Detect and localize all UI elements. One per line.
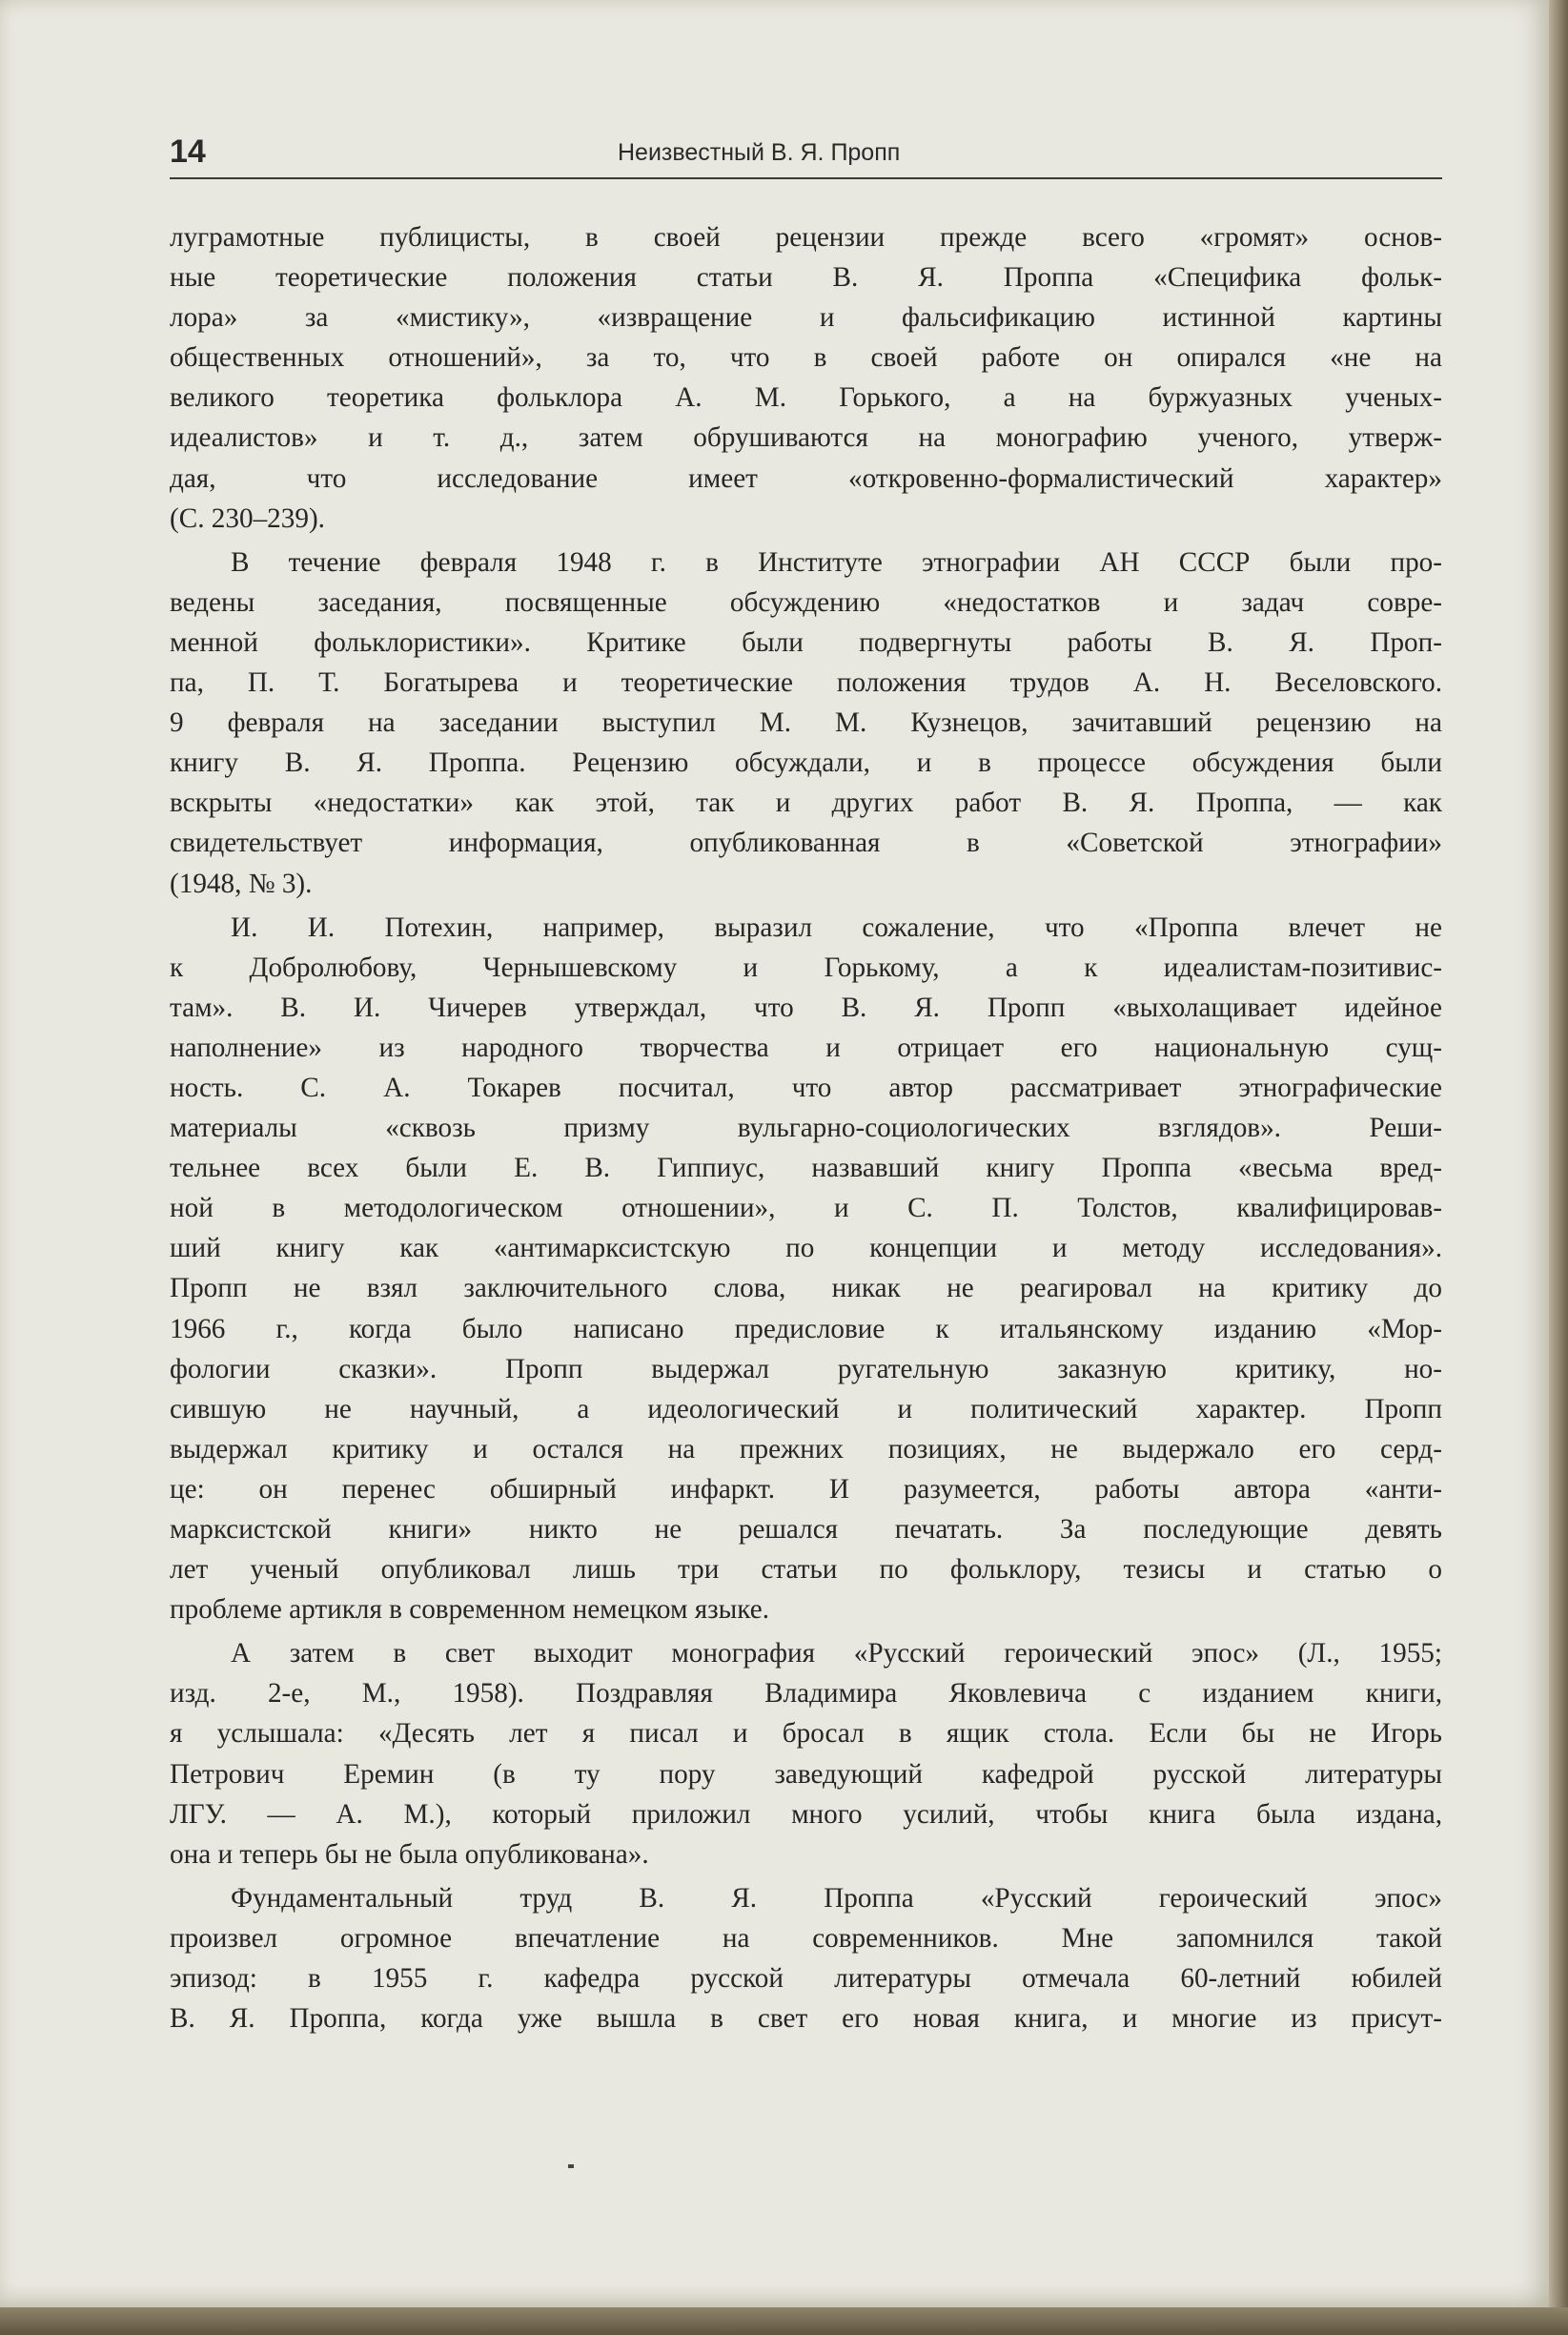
text-line: книгу В. Я. Проппа. Рецензию обсуждали, и в процессе обсуждения были	[170, 748, 1442, 779]
text-line: па, П. Т. Богатырева и теоретические положения трудов А. Н. Веселовского.	[170, 667, 1442, 699]
text-line: фологии сказки». Пропп выдержал ругательную заказную критику, но-	[170, 1353, 1442, 1384]
page-number: 14	[170, 133, 206, 170]
paragraph-5	[170, 1878, 1442, 2038]
text-line: А затем в свет выходит монография «Русский героический эпос» (Л., 1955;	[231, 1638, 1442, 1669]
text-line: изд. 2-е, М., 1958). Поздравляя Владимира Яковлевича с изданием книги,	[170, 1678, 1442, 1710]
text-line: вскрыты «недостатки» как этой, так и других работ В. Я. Проппа, — как	[170, 788, 1442, 819]
text-line: ведены заседания, посвященные обсуждению «недостатков и задач совре-	[170, 586, 1442, 618]
text-line: Петрович Еремин (в ту пору заведующий кафедрой русской литературы	[170, 1758, 1442, 1790]
page-edge-right	[1549, 0, 1568, 2335]
ink-speck	[568, 2164, 574, 2168]
text-line: це: он перенес обширный инфаркт. И разумеется, работы автора «анти-	[170, 1473, 1442, 1505]
text-line: луграмотные публицисты, в своей рецензии прежде всего «громят» основ-	[170, 222, 1442, 253]
text-line: 9 февраля на заседании выступил М. М. Кузнецов, зачитавший рецензию на	[170, 707, 1442, 739]
text-line: (1948, № 3).	[170, 868, 313, 899]
text-line: наполнение» из народного творчества и отрицает его национальную сущ-	[170, 1032, 1442, 1063]
running-title: Неизвестный В. Я. Пропп	[618, 139, 901, 166]
text-line: марксистской книги» никто не решался печатать. За последующие девять	[170, 1514, 1442, 1545]
text-line: материалы «сквозь призму вульгарно-социологических взглядов». Реши-	[170, 1113, 1442, 1144]
text-line: Фундаментальный труд В. Я. Проппа «Русский героический эпос»	[231, 1882, 1442, 1914]
text-line: лет ученый опубликовал лишь три статьи по фольклору, тезисы и статью о	[170, 1554, 1442, 1586]
text-line: ЛГУ. — А. М.), который приложил много усилий, чтобы книга была издана,	[170, 1798, 1442, 1830]
paragraph-4	[170, 1633, 1442, 1874]
paragraph-2	[170, 543, 1442, 904]
body-text	[170, 217, 1442, 2042]
text-line: ший книгу как «антимарксистскую по концепции и методу исследования».	[170, 1233, 1442, 1264]
text-line: она и теперь бы не была опубликована».	[170, 1838, 649, 1870]
text-line: 1966 г., когда было написано предисловие к итальянскому изданию «Мор-	[170, 1313, 1442, 1344]
text-line: И. И. Потехин, например, выразил сожаление, что «Проппа влечет не	[231, 911, 1442, 943]
text-line: эпизод: в 1955 г. кафедра русской литературы отмечала 60-летний юбилей	[170, 1963, 1442, 1995]
text-line: лора» за «мистику», «извращение и фальсификацию истинной картины	[170, 302, 1442, 334]
text-line: к Добролюбову, Чернышевскому и Горькому, а к идеалистам-позитивис-	[170, 952, 1442, 983]
text-line: выдержал критику и остался на прежних позициях, не выдержало его серд-	[170, 1433, 1442, 1464]
text-line: произвел огромное впечатление на современников. Мне запомнился такой	[170, 1922, 1442, 1954]
text-line: сившую не научный, а идеологический и политический характер. Пропп	[170, 1393, 1442, 1424]
text-line: общественных отношений», за то, что в своей работе он опирался «не на	[170, 342, 1442, 374]
text-line: там». В. И. Чичерев утверждал, что В. Я. Пропп «выхолащивает идейное	[170, 992, 1442, 1023]
text-line: ные теоретические положения статьи В. Я. Проппа «Специфика фольк-	[170, 262, 1442, 294]
text-line: менной фольклористики». Критике были подвергнуты работы В. Я. Проп-	[170, 626, 1442, 658]
text-line: (С. 230–239).	[170, 502, 325, 534]
text-line: ность. С. А. Токарев посчитал, что автор рассматривает этнографические	[170, 1072, 1442, 1103]
text-line: тельнее всех были Е. В. Гиппиус, назвавший книгу Проппа «весьма вред-	[170, 1153, 1442, 1184]
text-line: я услышала: «Десять лет я писал и бросал в ящик стола. Если бы не Игорь	[170, 1718, 1442, 1750]
text-line: В течение февраля 1948 г. в Институте этнографии АН СССР были про-	[231, 546, 1442, 578]
text-line: ной в методологическом отношении», и С. П. Толстов, квалифицировав-	[170, 1193, 1442, 1224]
page-edge-bottom	[0, 2307, 1568, 2335]
paragraph-1	[170, 217, 1442, 539]
text-line: великого теоретика фольклора А. М. Горького, а на буржуазных ученых-	[170, 382, 1442, 414]
paragraph-3	[170, 908, 1442, 1630]
text-line: проблеме артикля в современном немецком языке.	[170, 1594, 769, 1626]
page-header	[170, 128, 1442, 179]
text-line: идеалистов» и т. д., затем обрушиваются на монографию ученого, утверж-	[170, 422, 1442, 454]
text-line: дая, что исследование имеет «откровенно-формалистический характер»	[170, 462, 1442, 494]
text-line: В. Я. Проппа, когда уже вышла в свет его новая книга, и многие из присут-	[170, 2003, 1442, 2035]
text-line: свидетельствует информация, опубликованная в «Советской этнографии»	[170, 828, 1442, 859]
text-line: Пропп не взял заключительного слова, никак не реагировал на критику до	[170, 1273, 1442, 1304]
